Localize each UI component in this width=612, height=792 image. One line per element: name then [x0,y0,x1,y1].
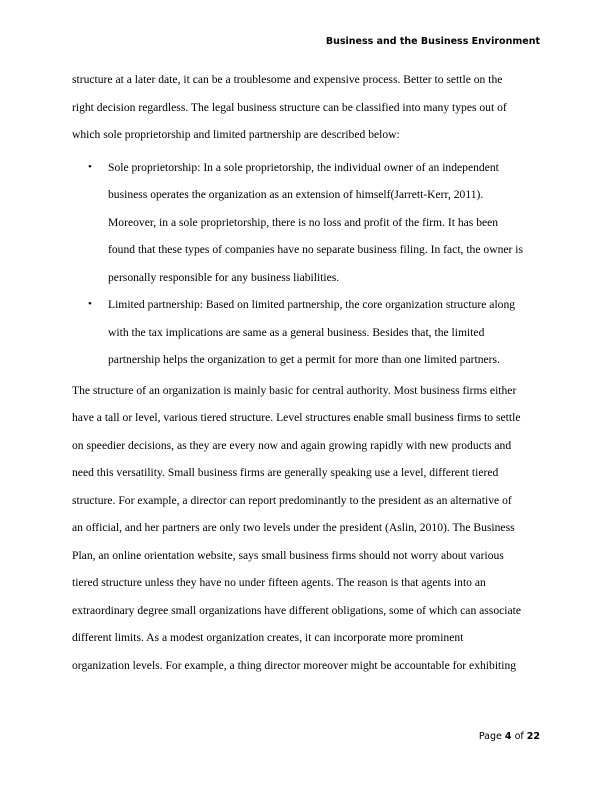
text-line: structure. For example, a director can report predominantly to the president as an alternative of [72,493,512,507]
text-line: on speedier decisions, as they are every now and again growing rapidly with new products and [72,438,512,452]
text-line: an official, and her partners are only two levels under the president (Aslin, 2010). The Business [72,521,515,534]
text-line: partnership helps the organization to get a permit for more than one limited partners. [108,353,500,366]
text-line: structure at a later date, it can be a troublesome and expensive process. Better to settle on the [72,73,503,86]
text-line: Moreover, in a sole proprietorship, there is no loss and profit of the firm. It has been [108,215,499,229]
current-page-number: 4 [504,731,512,742]
text-line: The structure of an organization is mainly basic for central authority. Most business firms either [72,383,517,397]
text-line: need this versatility. Small business firms are generally speaking use a level, different tiered [72,466,499,479]
structure-paragraph [72,377,542,680]
text-line: business operates the organization as an extension of himself(Jarrett-Kerr, 2011). [108,188,484,201]
bullet-item-sole-proprietorship [72,154,542,292]
text-line: extraordinary degree small organizations have different obligations, some of which can associate [72,603,521,617]
text-line: Limited partnership: Based on limited partnership, the core organization structure along [108,298,516,311]
bullet-item-limited-partnership [72,291,542,374]
body-text [72,66,542,679]
text-line: have a tall or level, various tiered structure. Level structures enable small business firms to settle [72,411,521,424]
text-line: with the tax implications are same as a general business. Besides that, the limited [108,325,485,339]
total-pages-number: 22 [526,731,540,742]
running-header: Business and the Business Environment [325,36,540,47]
text-line: right decision regardless. The legal business structure can be classified into many types out of [72,100,507,114]
text-line: organization levels. For example, a thing director moreover might be accountable for exhibiting [72,658,517,672]
bullet-icon: • [88,160,92,173]
text-line: found that these types of companies have no separate business filing. In fact, the owner is [108,243,524,256]
text-line: which sole proprietorship and limited partnership are described below: [72,128,400,141]
intro-paragraph [72,66,542,149]
page-label: Page [478,731,502,742]
text-line: tiered structure unless they have no under fifteen agents. The reason is that agents into an [72,576,486,589]
text-line: Plan, an online orientation website, says small business firms should not worry about various [72,548,504,562]
page-number-footer [479,731,540,742]
bullet-list [72,154,542,374]
bullet-icon: • [88,298,92,310]
text-line: different limits. As a modest organization creates, it can incorporate more prominent [72,631,464,644]
text-line: Sole proprietorship: In a sole proprietorship, the individual owner of an independent [108,160,499,174]
of-label: of [514,731,524,742]
text-line: personally responsible for any business liabilities. [108,270,340,284]
